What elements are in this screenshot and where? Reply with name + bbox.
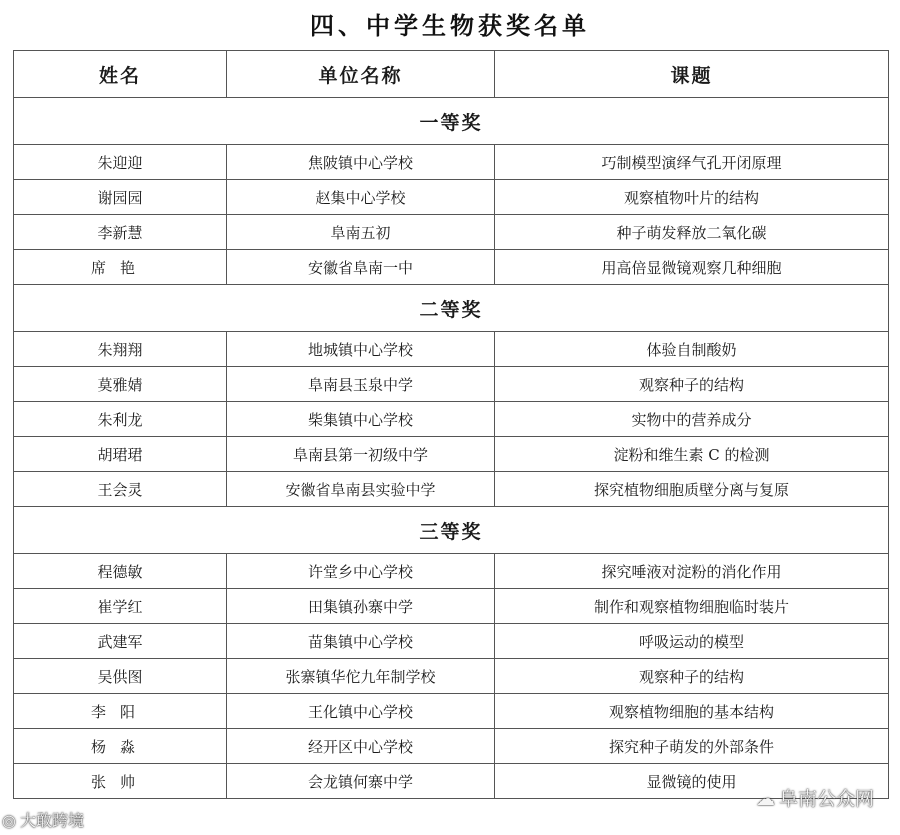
header-unit: 单位名称 [227, 51, 495, 98]
table-row [14, 554, 889, 589]
cell-topic: 呼吸运动的模型 [495, 624, 889, 659]
cell-unit: 地城镇中心学校 [227, 332, 495, 367]
table-row [14, 472, 889, 507]
cell-topic: 探究植物细胞质壁分离与复原 [495, 472, 889, 507]
cell-name: 朱利龙 [14, 402, 227, 437]
header-name: 姓名 [14, 51, 227, 98]
cell-name: 崔学红 [14, 589, 227, 624]
table-row [14, 215, 889, 250]
table-row [14, 402, 889, 437]
cell-name: 杨淼 [14, 729, 227, 764]
cell-name: 李阳 [14, 694, 227, 729]
wechat-icon: ☁ [755, 788, 775, 810]
cell-unit: 张寨镇华佗九年制学校 [227, 659, 495, 694]
watermark-right-text: 阜南公众网 [778, 788, 874, 810]
cell-unit: 赵集中心学校 [227, 180, 495, 215]
cell-topic: 探究种子萌发的外部条件 [495, 729, 889, 764]
cell-topic: 种子萌发释放二氧化碳 [495, 215, 889, 250]
cell-unit: 王化镇中心学校 [227, 694, 495, 729]
watermark-left [2, 808, 84, 831]
cell-unit: 安徽省阜南县实验中学 [227, 472, 495, 507]
table-row [14, 694, 889, 729]
cell-topic: 实物中的营养成分 [495, 402, 889, 437]
cell-name: 谢园园 [14, 180, 227, 215]
cell-name: 席艳 [14, 250, 227, 285]
cell-unit: 阜南五初 [227, 215, 495, 250]
section-first-prize: 一等奖 [14, 98, 889, 145]
weibo-icon: ◎ [2, 811, 16, 830]
cell-topic: 观察种子的结构 [495, 659, 889, 694]
cell-unit: 阜南县玉泉中学 [227, 367, 495, 402]
table-row [14, 332, 889, 367]
table-row [14, 180, 889, 215]
cell-topic: 观察植物细胞的基本结构 [495, 694, 889, 729]
cell-unit: 苗集镇中心学校 [227, 624, 495, 659]
award-table [13, 50, 889, 799]
cell-name: 李新慧 [14, 215, 227, 250]
cell-topic: 观察植物叶片的结构 [495, 180, 889, 215]
cell-name: 吴供图 [14, 659, 227, 694]
cell-topic: 体验自制酸奶 [495, 332, 889, 367]
page-title: 四、中学生物获奖名单 [310, 12, 590, 40]
cell-topic: 巧制模型演绎气孔开闭原理 [495, 145, 889, 180]
table-row [14, 659, 889, 694]
cell-name: 朱翔翔 [14, 332, 227, 367]
watermark-left-text: 大敢跨境 [19, 811, 84, 830]
cell-unit: 柴集镇中心学校 [227, 402, 495, 437]
cell-topic: 淀粉和维生素 C 的检测 [495, 437, 889, 472]
cell-topic: 制作和观察植物细胞临时装片 [495, 589, 889, 624]
cell-unit: 阜南县第一初级中学 [227, 437, 495, 472]
cell-name: 朱迎迎 [14, 145, 227, 180]
cell-unit: 许堂乡中心学校 [227, 554, 495, 589]
cell-name: 程德敏 [14, 554, 227, 589]
cell-name: 武建军 [14, 624, 227, 659]
table-row [14, 624, 889, 659]
cell-name: 张帅 [14, 764, 227, 799]
header-topic: 课题 [495, 51, 889, 98]
table-row [14, 437, 889, 472]
watermark-right [756, 784, 874, 811]
cell-unit: 田集镇孙寨中学 [227, 589, 495, 624]
cell-name: 王会灵 [14, 472, 227, 507]
cell-unit: 会龙镇何寨中学 [227, 764, 495, 799]
cell-unit: 经开区中心学校 [227, 729, 495, 764]
header-row [14, 51, 889, 98]
cell-topic: 用高倍显微镜观察几种细胞 [495, 250, 889, 285]
section-third-prize: 三等奖 [14, 507, 889, 554]
cell-topic: 观察种子的结构 [495, 367, 889, 402]
cell-unit: 安徽省阜南一中 [227, 250, 495, 285]
cell-name: 莫雅婧 [14, 367, 227, 402]
table-row [14, 367, 889, 402]
table-row [14, 145, 889, 180]
table-row [14, 589, 889, 624]
section-second-prize: 二等奖 [14, 285, 889, 332]
cell-topic: 探究唾液对淀粉的消化作用 [495, 554, 889, 589]
cell-name: 胡珺珺 [14, 437, 227, 472]
cell-unit: 焦陂镇中心学校 [227, 145, 495, 180]
table-row [14, 729, 889, 764]
cell-topic: 显微镜的使用 [495, 764, 889, 799]
table-row [14, 250, 889, 285]
